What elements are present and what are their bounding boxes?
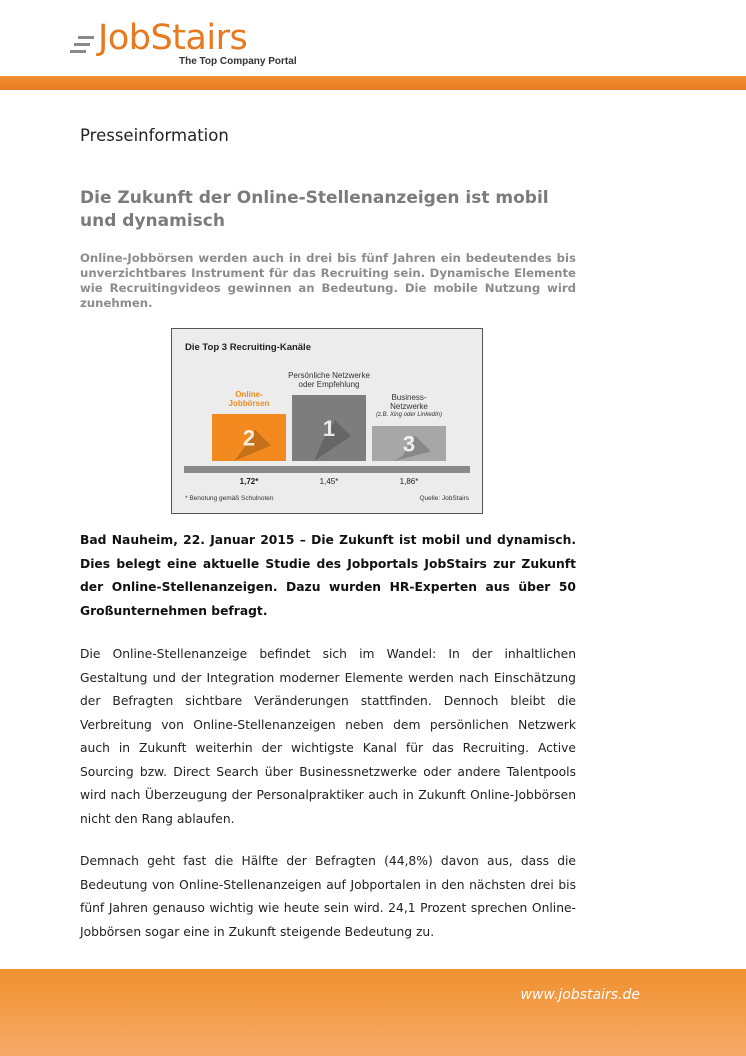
article-paragraph-1: Die Online-Stellenanzeige befindet sich im Wandel: In der inhaltlichen Gestaltung und der Integration moderner Elemente werden nach Einschätzung der Befragten sichtbare Veränderungen stattfinden. Dennoch bleibt die Verbreitung von Online-Stellenanzeigen neben dem persönlichen Netzwerk auch in Zukunft weiterhin der wichtigste Kanal für das Recruiting. Active Sourcing bzw. Direct Search über Businessnetzwerke oder andere Talentpools wird nach Überzeugung der Personalpraktiker auch in Zukunft Online-Jobbörsen nicht den Rang ablaufen. bbox=[80, 647, 576, 826]
recruiting-chart bbox=[171, 328, 483, 514]
chart-score-label-1: 1,72* bbox=[239, 477, 259, 486]
chart-category-note: (z.B. Xing oder LinkedIn) bbox=[375, 412, 443, 418]
section-label: Presseinformation bbox=[80, 126, 229, 145]
chart-baseline bbox=[184, 466, 470, 473]
chart-category-line: Online- bbox=[235, 390, 263, 399]
chart-category-line: Persönliche Netzwerke bbox=[288, 371, 370, 380]
chart-score-label-2: 1,45* bbox=[319, 477, 339, 486]
page-footer bbox=[0, 969, 746, 1056]
chart-category-line: Business- bbox=[391, 393, 427, 402]
article-intro: Bad Nauheim, 22. Januar 2015 – Die Zukunft ist mobil und dynamisch. Dies belegt eine aktuelle Studie des Jobportals JobStairs zur Zukunft der Online-Stellenanzeigen. Dazu wurden HR-Experten aus über 50 Großunternehmen befragt. bbox=[80, 533, 576, 618]
logo-tagline: The Top Company Portal bbox=[179, 56, 297, 67]
footer-website-link[interactable]: www.jobstairs.de bbox=[520, 987, 640, 1003]
chart-title: Die Top 3 Recruiting-Kanäle bbox=[185, 342, 311, 353]
article-headline: Die Zukunft der Online-Stellenanzeigen ist mobil und dynamisch bbox=[80, 188, 549, 231]
chart-category-label-1 bbox=[192, 390, 306, 408]
chart-footnote: * Benotung gemäß Schulnoten bbox=[185, 495, 274, 502]
chart-category-line: Jobbörsen bbox=[228, 399, 270, 408]
chart-category-line: Netzwerke bbox=[390, 402, 428, 411]
logo-stairs-icon bbox=[68, 34, 96, 56]
chart-source: Quelle: JobStairs bbox=[419, 495, 469, 502]
jobstairs-logo[interactable] bbox=[68, 18, 308, 72]
chart-score-label-3: 1,86* bbox=[399, 477, 419, 486]
chart-rank-label-1: 2 bbox=[242, 425, 256, 451]
chart-category-label-2 bbox=[272, 371, 386, 389]
article-paragraph-2: Demnach geht fast die Hälfte der Befragten (44,8%) davon aus, dass die Bedeutung von Online-Stellenanzeigen auf Jobportalen in den nächsten drei bis fünf Jahren genauso wichtig wie heute sein wird. 24,1 Prozent sprechen Online-Jobbörsen sogar eine in Zukunft steigende Bedeutung zu. bbox=[80, 854, 576, 939]
chart-rank-label-2: 1 bbox=[322, 416, 336, 441]
chart-category-line: oder Empfehlung bbox=[298, 380, 360, 389]
chart-rank-label-3: 3 bbox=[402, 431, 416, 457]
page-header bbox=[0, 0, 746, 92]
logo-text: JobStairs bbox=[98, 18, 248, 58]
header-orange-bar bbox=[0, 76, 746, 90]
chart-category-label-3 bbox=[352, 393, 466, 420]
article-lead: Online-Jobbörsen werden auch in drei bis fünf Jahren ein bedeutendes bis unverzichtbares Instrument für das Recruiting sein. Dynamische Elemente wie Recruitingvideos gewinnen an Bedeutung. Die mobile Nutzung wird zunehmen. bbox=[80, 251, 576, 310]
